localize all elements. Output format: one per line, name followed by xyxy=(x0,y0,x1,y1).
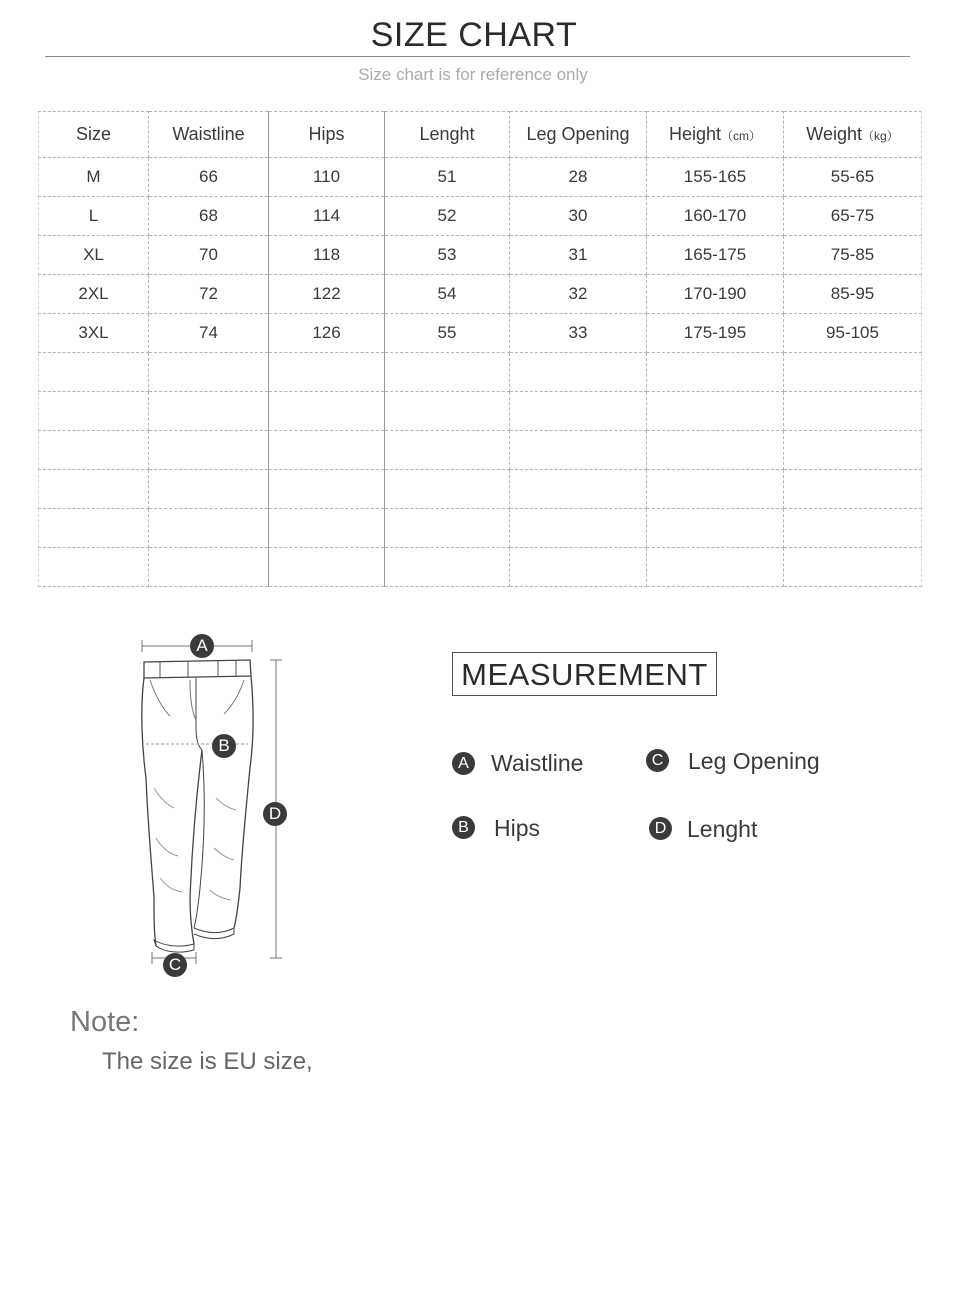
note-title: Note: xyxy=(70,1006,140,1038)
table-cell xyxy=(269,392,385,431)
table-cell: 126 xyxy=(269,314,385,353)
table-cell: 52 xyxy=(385,197,510,236)
column-header xyxy=(510,112,647,158)
column-header-label: Lenght xyxy=(419,124,475,144)
column-header-label: Weight xyxy=(806,124,862,144)
marker-d-badge: D xyxy=(263,802,287,826)
table-cell xyxy=(269,470,385,509)
table-row-empty xyxy=(39,509,922,548)
table-cell xyxy=(385,431,510,470)
table-cell: 32 xyxy=(510,275,647,314)
table-cell xyxy=(385,353,510,392)
table-cell xyxy=(385,509,510,548)
table-cell: 70 xyxy=(149,236,269,275)
column-header-label: Leg Opening xyxy=(526,124,630,144)
table-cell: 165-175 xyxy=(647,236,784,275)
table-cell xyxy=(269,431,385,470)
table-cell: 55-65 xyxy=(784,158,922,197)
table-cell xyxy=(510,392,647,431)
table-row-empty xyxy=(39,431,922,470)
size-table xyxy=(38,111,922,587)
column-header xyxy=(784,112,922,158)
column-header xyxy=(269,112,385,158)
table-cell: 65-75 xyxy=(784,197,922,236)
table-cell: 74 xyxy=(149,314,269,353)
legend-label-leg-opening: Leg Opening xyxy=(688,748,820,774)
table-cell xyxy=(385,470,510,509)
title-divider xyxy=(45,56,910,57)
table-cell: 33 xyxy=(510,314,647,353)
column-header-label: Height xyxy=(668,124,722,144)
table-cell: L xyxy=(39,197,149,236)
table-cell xyxy=(784,353,922,392)
table-cell xyxy=(149,509,269,548)
table-cell xyxy=(269,353,385,392)
table-cell xyxy=(385,392,510,431)
table-cell: 170-190 xyxy=(647,275,784,314)
table-cell xyxy=(149,431,269,470)
table-cell xyxy=(647,470,784,509)
table-cell: 55 xyxy=(385,314,510,353)
column-header-unit: （kg） xyxy=(862,129,899,143)
table-cell: 114 xyxy=(269,197,385,236)
table-cell: 118 xyxy=(269,236,385,275)
legend-label-waistline: Waistline xyxy=(491,750,584,776)
table-cell xyxy=(385,548,510,587)
column-header-unit: （cm） xyxy=(721,129,762,143)
table-cell xyxy=(647,392,784,431)
table-row xyxy=(39,275,922,314)
table-cell xyxy=(39,431,149,470)
table-cell: 2XL xyxy=(39,275,149,314)
table-cell xyxy=(39,353,149,392)
page-title: SIZE CHART xyxy=(370,16,578,54)
table-cell xyxy=(784,392,922,431)
marker-c-badge: C xyxy=(163,953,187,977)
table-cell: 54 xyxy=(385,275,510,314)
legend-item-hips xyxy=(452,813,632,843)
table-cell xyxy=(149,470,269,509)
table-cell: 3XL xyxy=(39,314,149,353)
legend-item-lenght xyxy=(649,814,849,844)
column-header xyxy=(647,112,784,158)
table-cell: 72 xyxy=(149,275,269,314)
table-cell xyxy=(510,509,647,548)
table-cell: 51 xyxy=(385,158,510,197)
table-cell xyxy=(269,548,385,587)
table-cell: 28 xyxy=(510,158,647,197)
table-cell: XL xyxy=(39,236,149,275)
table-cell: 110 xyxy=(269,158,385,197)
table-cell: 31 xyxy=(510,236,647,275)
table-header-row xyxy=(39,112,922,158)
legend-item-waistline xyxy=(452,748,632,778)
table-row xyxy=(39,314,922,353)
column-header-label: Size xyxy=(75,124,111,144)
table-cell xyxy=(39,548,149,587)
column-header xyxy=(149,112,269,158)
note-text: The size is EU size, xyxy=(102,1048,313,1075)
table-row xyxy=(39,197,922,236)
table-cell xyxy=(784,470,922,509)
table-row-empty xyxy=(39,353,922,392)
table-cell: 30 xyxy=(510,197,647,236)
table-cell xyxy=(510,470,647,509)
column-header-label: Hips xyxy=(308,124,345,144)
table-row xyxy=(39,236,922,275)
legend-label-lenght: Lenght xyxy=(687,816,758,842)
legend-key-a: A xyxy=(452,752,475,775)
table-cell xyxy=(39,470,149,509)
table-cell: 66 xyxy=(149,158,269,197)
table-cell xyxy=(39,392,149,431)
table-cell: 75-85 xyxy=(784,236,922,275)
table-cell xyxy=(647,509,784,548)
table-cell xyxy=(39,509,149,548)
table-row-empty xyxy=(39,470,922,509)
table-row-empty xyxy=(39,392,922,431)
table-cell xyxy=(149,392,269,431)
table-cell: 95-105 xyxy=(784,314,922,353)
table-cell xyxy=(784,548,922,587)
legend-key-b: B xyxy=(452,816,475,839)
table-cell: 53 xyxy=(385,236,510,275)
pants-diagram xyxy=(130,628,300,978)
table-cell: 175-195 xyxy=(647,314,784,353)
column-header xyxy=(39,112,149,158)
table-cell: 85-95 xyxy=(784,275,922,314)
legend-key-d: D xyxy=(649,817,672,840)
table-row-empty xyxy=(39,548,922,587)
measurement-title: MEASUREMENT xyxy=(452,652,717,696)
table-cell xyxy=(784,431,922,470)
table-cell xyxy=(149,353,269,392)
legend-item-leg-opening xyxy=(646,746,846,776)
table-cell xyxy=(149,548,269,587)
legend-key-c: C xyxy=(646,749,669,772)
table-cell xyxy=(647,431,784,470)
legend-label-hips: Hips xyxy=(494,815,541,841)
table-cell xyxy=(510,548,647,587)
table-cell xyxy=(784,509,922,548)
page-subtitle: Size chart is for reference only xyxy=(358,65,588,84)
table-cell: 155-165 xyxy=(647,158,784,197)
marker-b-badge: B xyxy=(212,734,236,758)
table-cell xyxy=(510,431,647,470)
marker-a-badge: A xyxy=(190,634,214,658)
table-cell xyxy=(510,353,647,392)
table-cell: 122 xyxy=(269,275,385,314)
table-cell xyxy=(647,353,784,392)
column-header-label: Waistline xyxy=(172,124,245,144)
table-cell xyxy=(269,509,385,548)
table-cell: 68 xyxy=(149,197,269,236)
table-cell: M xyxy=(39,158,149,197)
column-header xyxy=(385,112,510,158)
table-cell: 160-170 xyxy=(647,197,784,236)
table-cell xyxy=(647,548,784,587)
table-row xyxy=(39,158,922,197)
